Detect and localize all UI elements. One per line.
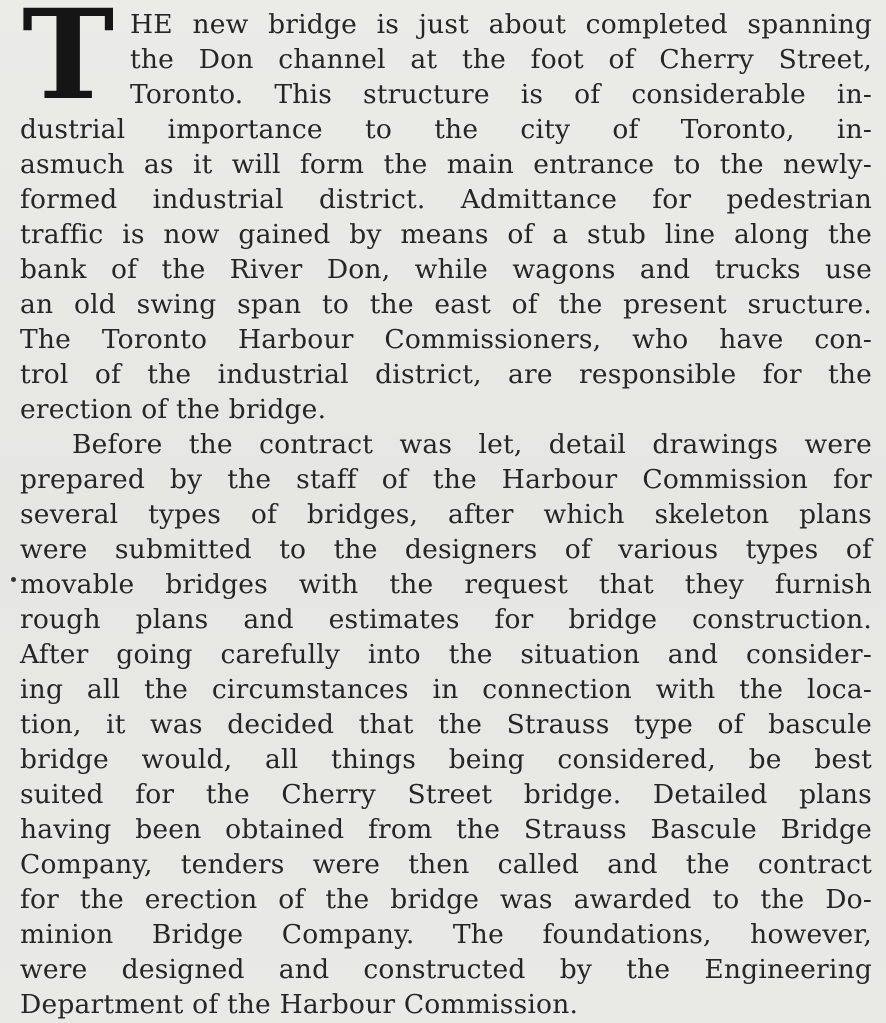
text-line-2: the Don channel at the foot of Cherry Street,	[130, 44, 872, 75]
text-line-22: bridge would, all things being considered, be best	[20, 744, 872, 775]
text-line-1: HE new bridge is just about completed spanning	[130, 9, 872, 40]
text-line-13: Before the contract was let, detail drawings were	[72, 429, 872, 460]
text-line-4: dustrial importance to the city of Toronto, in-	[20, 114, 872, 145]
print-speck	[11, 577, 16, 582]
text-line-7: traffic is now gained by means of a stub line along the	[20, 219, 872, 250]
drop-cap: T	[22, 0, 115, 128]
text-line-24: having been obtained from the Strauss Bascule Bridge	[20, 814, 872, 845]
text-line-28: were designed and constructed by the Engineering	[20, 954, 872, 985]
text-line-23: suited for the Cherry Street bridge. Detailed plans	[20, 779, 872, 810]
text-line-16: were submitted to the designers of various types of	[20, 534, 872, 565]
text-line-27: minion Bridge Company. The foundations, however,	[20, 919, 872, 950]
text-line-8: bank of the River Don, while wagons and trucks use	[20, 254, 872, 285]
text-line-19: After going carefully into the situation and consider-	[20, 639, 872, 670]
text-line-11: trol of the industrial district, are responsible for the	[20, 359, 872, 390]
text-line-20: ing all the circumstances in connection with the loca-	[20, 674, 872, 705]
text-line-29: Department of the Harbour Commission.	[20, 989, 579, 1020]
text-line-26: for the erection of the bridge was awarded to the Do-	[20, 884, 872, 915]
text-line-3: Toronto. This structure is of considerable in-	[130, 79, 872, 110]
text-line-21: tion, it was decided that the Strauss type of bascule	[20, 709, 872, 740]
text-line-9: an old swing span to the east of the present sructure.	[20, 289, 872, 320]
text-line-15: several types of bridges, after which skeleton plans	[20, 499, 872, 530]
text-line-5: asmuch as it will form the main entrance to the newly-	[20, 149, 872, 180]
text-line-14: prepared by the staff of the Harbour Commission for	[20, 464, 872, 495]
text-line-18: rough plans and estimates for bridge construction.	[20, 604, 872, 635]
text-line-10: The Toronto Harbour Commissioners, who have con-	[20, 324, 872, 355]
text-line-12: erection of the bridge.	[20, 394, 327, 425]
text-line-17: movable bridges with the request that they furnish	[20, 569, 872, 600]
text-line-25: Company, tenders were then called and the contract	[20, 849, 872, 880]
text-line-6: formed industrial district. Admittance for pedestrian	[20, 184, 872, 215]
